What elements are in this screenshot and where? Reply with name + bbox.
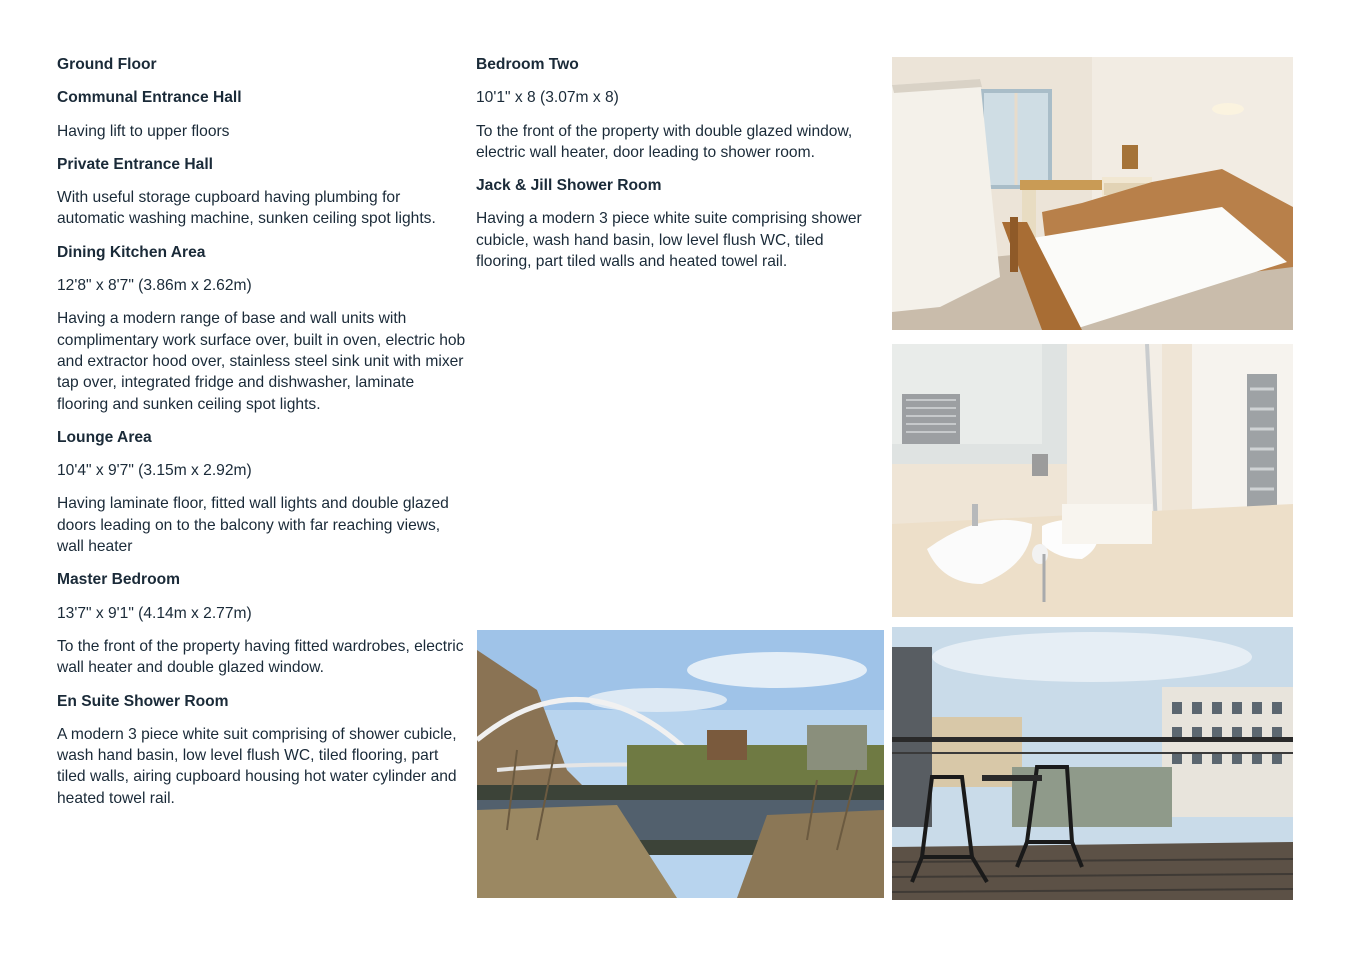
- jack-jill-description: Having a modern 3 piece white suite comprising shower cubicle, wash hand basin, low level flush WC, tiled flooring, part tiled walls and heated towel rail.: [476, 210, 862, 271]
- master-bedroom-description: To the front of the property having fitted wardrobes, electric wall heater and double glazed window.: [57, 637, 464, 677]
- private-entrance-hall-description: With useful storage cupboard having plumbing for automatic washing machine, sunken ceiling spot lights.: [57, 189, 436, 228]
- bedroom-two-description: To the front of the property with double glazed window, electric wall heater, door leading to shower room.: [476, 122, 853, 161]
- section-heading-ground-floor: Ground Floor: [57, 56, 157, 73]
- communal-entrance-hall-description: Having lift to upper floors: [57, 122, 230, 140]
- left-text-column: [57, 54, 467, 821]
- lounge-description: Having laminate floor, fitted wall lights and double glazed doors leading on to the balcony with far reaching views, wall heater: [57, 495, 449, 556]
- river-bridge-photo: [477, 630, 884, 898]
- dining-kitchen-dimensions: 12'8" x 8'7" (3.86m x 2.62m): [57, 277, 252, 295]
- section-heading-jack-jill: Jack & Jill Shower Room: [476, 177, 662, 195]
- shower-room-photo: [892, 344, 1293, 617]
- section-heading-master-bedroom: Master Bedroom: [57, 571, 181, 589]
- section-heading-lounge: Lounge Area: [57, 428, 152, 446]
- en-suite-description: A modern 3 piece white suit comprising of shower cubicle, wash hand basin, low level flush WC, tiled flooring, part tiled walls, airing cupboard housing hot water cylinder and heated towel rail.: [57, 725, 457, 807]
- lounge-dimensions: 10'4" x 9'7" (3.15m x 2.92m): [57, 462, 252, 480]
- section-heading-bedroom-two: Bedroom Two: [476, 56, 579, 73]
- section-heading-private-entrance-hall: Private Entrance Hall: [57, 155, 214, 173]
- section-heading-communal-entrance-hall: Communal Entrance Hall: [57, 89, 242, 107]
- bedroom-two-dimensions: 10'1" x 8 (3.07m x 8): [476, 89, 619, 107]
- dining-kitchen-description: Having a modern range of base and wall units with complimentary work surface over, built in oven, electric hob and extractor hood over, stainless steel sink unit with mixer tap over, integrated fridge and dishwasher, laminate flooring and sunken ceiling spot lights.: [57, 310, 466, 413]
- section-heading-dining-kitchen: Dining Kitchen Area: [57, 243, 206, 261]
- middle-text-column: [476, 54, 881, 284]
- master-bedroom-dimensions: 13'7" x 9'1" (4.14m x 2.77m): [57, 604, 252, 622]
- balcony-photo: [892, 627, 1293, 900]
- bedroom-photo: [892, 57, 1293, 330]
- section-heading-en-suite: En Suite Shower Room: [57, 692, 229, 710]
